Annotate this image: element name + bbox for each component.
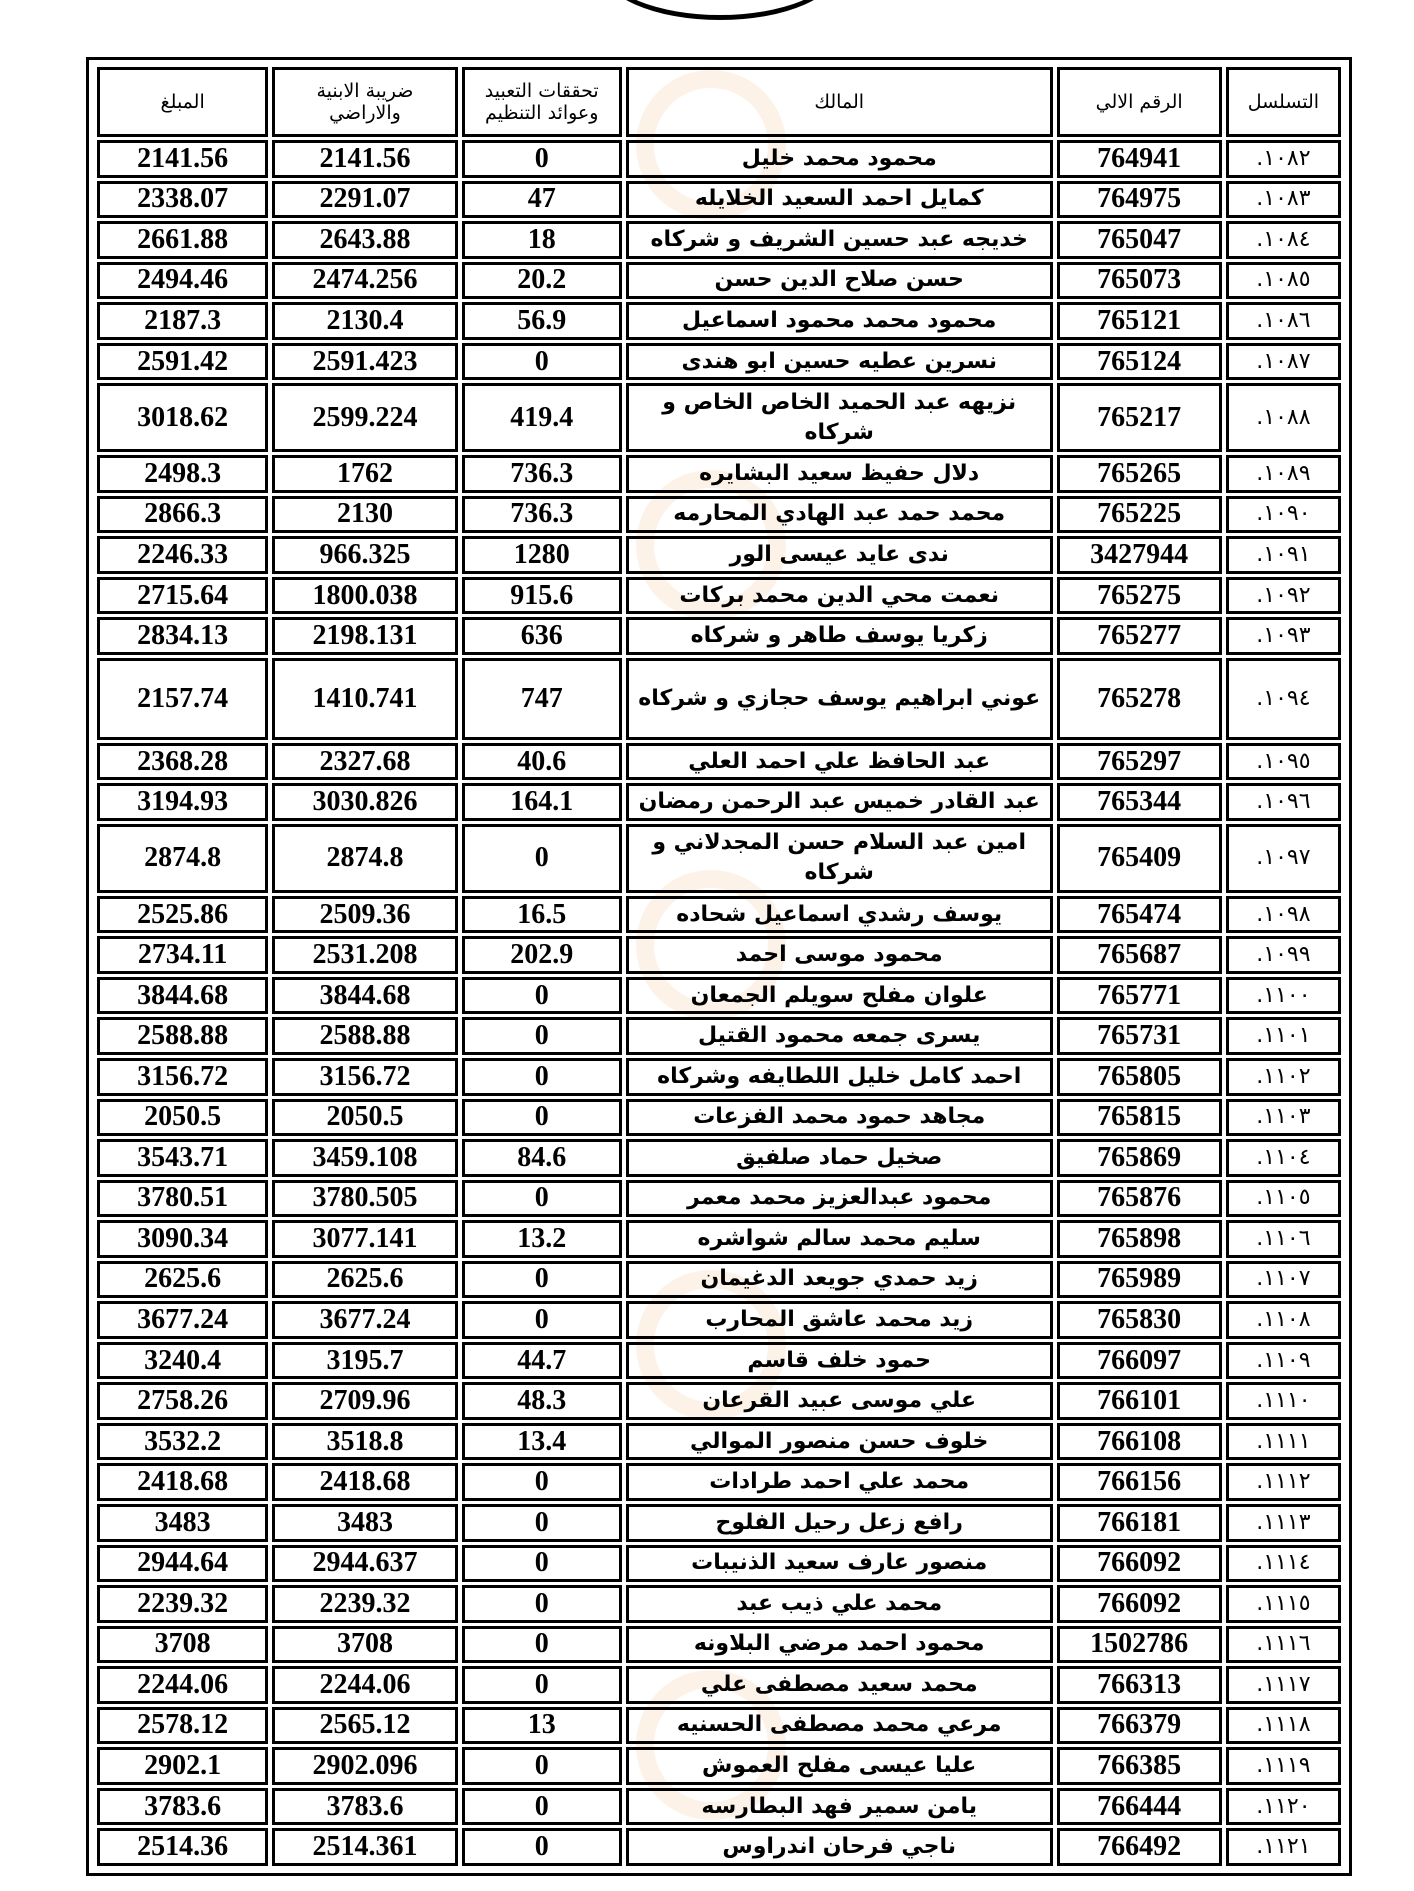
cell-seq: ١٠٩٧.	[1226, 824, 1341, 893]
cell-seq: ١٠٨٥.	[1226, 262, 1341, 300]
cell-owner: علي موسى عبيد القرعان	[626, 1382, 1053, 1420]
cell-owner: نسرين عطيه حسين ابو هندى	[626, 343, 1053, 381]
cell-owner: ناجي فرحان اندراوس	[626, 1828, 1053, 1866]
cell-building-tax: 2130	[272, 496, 457, 534]
cell-building-tax: 3780.505	[272, 1180, 457, 1218]
cell-auto-number: 765898	[1057, 1220, 1222, 1258]
cell-seq: ١٠٩٣.	[1226, 617, 1341, 655]
header-paving-fees: تحققات التعبيد وعوائد التنظيم	[462, 67, 622, 137]
cell-amount: 3532.2	[97, 1423, 268, 1461]
cell-building-tax: 2291.07	[272, 181, 457, 219]
cell-owner: نزيهه عبد الحميد الخاص الخاص و شركاه	[626, 383, 1053, 452]
table-row	[97, 1423, 1341, 1461]
cell-amount: 2866.3	[97, 496, 268, 534]
table-row	[97, 1585, 1341, 1623]
cell-seq: ١٠٨٣.	[1226, 181, 1341, 219]
cell-auto-number: 765047	[1057, 221, 1222, 259]
cell-owner: منصور عارف سعيد الذنيبات	[626, 1545, 1053, 1583]
cell-amount: 2418.68	[97, 1463, 268, 1501]
cell-paving-fees: 747	[462, 658, 622, 740]
cell-amount: 2141.56	[97, 140, 268, 178]
cell-building-tax: 2591.423	[272, 343, 457, 381]
cell-paving-fees: 0	[462, 977, 622, 1015]
cell-paving-fees: 56.9	[462, 302, 622, 340]
cell-auto-number: 765225	[1057, 496, 1222, 534]
cell-paving-fees: 0	[462, 1828, 622, 1866]
cell-amount: 3677.24	[97, 1301, 268, 1339]
cell-paving-fees: 48.3	[462, 1382, 622, 1420]
cell-auto-number: 766156	[1057, 1463, 1222, 1501]
cell-building-tax: 3195.7	[272, 1342, 457, 1380]
table-row	[97, 1828, 1341, 1866]
cell-seq: ١٠٩٨.	[1226, 896, 1341, 934]
cell-seq: ١٠٩٦.	[1226, 783, 1341, 821]
cell-amount: 2758.26	[97, 1382, 268, 1420]
cell-amount: 2734.11	[97, 936, 268, 974]
cell-amount: 3543.71	[97, 1139, 268, 1177]
cell-paving-fees: 40.6	[462, 743, 622, 781]
cell-seq: ١١٠٢.	[1226, 1058, 1341, 1096]
cell-paving-fees: 1280	[462, 536, 622, 574]
cell-owner: رافع زعل رحيل الفلوح	[626, 1504, 1053, 1542]
table-row	[97, 936, 1341, 974]
table-row	[97, 783, 1341, 821]
cell-owner: عوني ابراهيم يوسف حجازي و شركاه	[626, 658, 1053, 740]
cell-owner: محمد حمد عبد الهادي المحارمه	[626, 496, 1053, 534]
table-row	[97, 1099, 1341, 1137]
cell-seq: ١٠٩١.	[1226, 536, 1341, 574]
cell-amount: 2874.8	[97, 824, 268, 893]
table-row	[97, 455, 1341, 493]
cell-owner: عبد القادر خميس عبد الرحمن رمضان	[626, 783, 1053, 821]
cell-amount: 3708	[97, 1626, 268, 1664]
cell-amount: 2902.1	[97, 1747, 268, 1785]
cell-auto-number: 3427944	[1057, 536, 1222, 574]
cell-seq: ١١١٣.	[1226, 1504, 1341, 1542]
cell-building-tax: 2509.36	[272, 896, 457, 934]
cell-paving-fees: 44.7	[462, 1342, 622, 1380]
cell-paving-fees: 47	[462, 181, 622, 219]
cell-auto-number: 766181	[1057, 1504, 1222, 1542]
cell-owner: محمد سعيد مصطفى علي	[626, 1666, 1053, 1704]
cell-building-tax: 2902.096	[272, 1747, 457, 1785]
cell-building-tax: 2643.88	[272, 221, 457, 259]
cell-building-tax: 2130.4	[272, 302, 457, 340]
cell-seq: ١١٠١.	[1226, 1017, 1341, 1055]
cell-building-tax: 3518.8	[272, 1423, 457, 1461]
cell-owner: محمود عبدالعزيز محمد معمر	[626, 1180, 1053, 1218]
cell-building-tax: 2874.8	[272, 824, 457, 893]
cell-seq: ١١١٥.	[1226, 1585, 1341, 1623]
cell-owner: محمد علي احمد طرادات	[626, 1463, 1053, 1501]
table-row	[97, 343, 1341, 381]
cell-auto-number: 765277	[1057, 617, 1222, 655]
table-row	[97, 181, 1341, 219]
cell-owner: يامن سمير فهد البطارسه	[626, 1788, 1053, 1826]
cell-building-tax: 3677.24	[272, 1301, 457, 1339]
cell-amount: 2834.13	[97, 617, 268, 655]
cell-amount: 3783.6	[97, 1788, 268, 1826]
cell-owner: محمود موسى احمد	[626, 936, 1053, 974]
cell-seq: ١١١١.	[1226, 1423, 1341, 1461]
cell-auto-number: 765474	[1057, 896, 1222, 934]
cell-owner: حسن صلاح الدين حسن	[626, 262, 1053, 300]
cell-amount: 2244.06	[97, 1666, 268, 1704]
cell-auto-number: 766444	[1057, 1788, 1222, 1826]
cell-building-tax: 2709.96	[272, 1382, 457, 1420]
cell-amount: 2661.88	[97, 221, 268, 259]
cell-seq: ١١٠٨.	[1226, 1301, 1341, 1339]
cell-building-tax: 3077.141	[272, 1220, 457, 1258]
cell-amount: 3240.4	[97, 1342, 268, 1380]
cell-amount: 2246.33	[97, 536, 268, 574]
cell-auto-number: 764941	[1057, 140, 1222, 178]
cell-paving-fees: 0	[462, 1666, 622, 1704]
cell-seq: ١١٠٣.	[1226, 1099, 1341, 1137]
cell-auto-number: 765687	[1057, 936, 1222, 974]
cell-seq: ١٠٩٢.	[1226, 577, 1341, 615]
table-row	[97, 1707, 1341, 1745]
cell-seq: ١١١٧.	[1226, 1666, 1341, 1704]
cell-amount: 2050.5	[97, 1099, 268, 1137]
cell-paving-fees: 13	[462, 1707, 622, 1745]
cell-building-tax: 1800.038	[272, 577, 457, 615]
cell-seq: ١١١٨.	[1226, 1707, 1341, 1745]
cell-seq: ١١١٦.	[1226, 1626, 1341, 1664]
cell-auto-number: 765278	[1057, 658, 1222, 740]
cell-paving-fees: 0	[462, 1058, 622, 1096]
cell-building-tax: 3708	[272, 1626, 457, 1664]
table-row	[97, 221, 1341, 259]
cell-owner: احمد كامل خليل اللطايفه وشركاه	[626, 1058, 1053, 1096]
cell-seq: ١٠٩٤.	[1226, 658, 1341, 740]
cell-seq: ١١٠٥.	[1226, 1180, 1341, 1218]
cell-paving-fees: 202.9	[462, 936, 622, 974]
cell-building-tax: 2531.208	[272, 936, 457, 974]
table-row	[97, 658, 1341, 740]
cell-building-tax: 3483	[272, 1504, 457, 1542]
cell-amount: 2588.88	[97, 1017, 268, 1055]
cell-amount: 3090.34	[97, 1220, 268, 1258]
cell-auto-number: 765297	[1057, 743, 1222, 781]
cell-seq: ١٠٨٢.	[1226, 140, 1341, 178]
header-amount: المبلغ	[97, 67, 268, 137]
cell-auto-number: 1502786	[1057, 1626, 1222, 1664]
cell-paving-fees: 84.6	[462, 1139, 622, 1177]
cell-paving-fees: 0	[462, 1585, 622, 1623]
cell-paving-fees: 0	[462, 1747, 622, 1785]
cell-paving-fees: 736.3	[462, 455, 622, 493]
cell-owner: سليم محمد سالم شواشره	[626, 1220, 1053, 1258]
cell-building-tax: 3030.826	[272, 783, 457, 821]
table-row	[97, 1301, 1341, 1339]
cell-paving-fees: 0	[462, 1301, 622, 1339]
cell-paving-fees: 0	[462, 140, 622, 178]
cell-paving-fees: 13.2	[462, 1220, 622, 1258]
cell-auto-number: 765989	[1057, 1261, 1222, 1299]
header-seq: التسلسل	[1226, 67, 1341, 137]
cell-paving-fees: 164.1	[462, 783, 622, 821]
cell-amount: 2498.3	[97, 455, 268, 493]
cell-owner: خديجه عبد حسين الشريف و شركاه	[626, 221, 1053, 259]
cell-seq: ١٠٩٠.	[1226, 496, 1341, 534]
cell-amount: 2338.07	[97, 181, 268, 219]
cell-owner: دلال حفيظ سعيد البشايره	[626, 455, 1053, 493]
cell-building-tax: 2474.256	[272, 262, 457, 300]
cell-amount: 2591.42	[97, 343, 268, 381]
cell-amount: 2239.32	[97, 1585, 268, 1623]
cell-auto-number: 765124	[1057, 343, 1222, 381]
cell-paving-fees: 0	[462, 1788, 622, 1826]
cell-seq: ١١٠٧.	[1226, 1261, 1341, 1299]
cell-amount: 2187.3	[97, 302, 268, 340]
cell-paving-fees: 0	[462, 1017, 622, 1055]
cell-paving-fees: 419.4	[462, 383, 622, 452]
cell-building-tax: 3783.6	[272, 1788, 457, 1826]
cell-auto-number: 765121	[1057, 302, 1222, 340]
cell-paving-fees: 636	[462, 617, 622, 655]
cell-owner: نعمت محي الدين محمد بركات	[626, 577, 1053, 615]
table-row	[97, 743, 1341, 781]
cell-owner: مجاهد حمود محمد الفزعات	[626, 1099, 1053, 1137]
cell-auto-number: 765344	[1057, 783, 1222, 821]
cell-owner: امين عبد السلام حسن المجدلاني و شركاه	[626, 824, 1053, 893]
cell-amount: 3483	[97, 1504, 268, 1542]
cell-amount: 2525.86	[97, 896, 268, 934]
table-row	[97, 1180, 1341, 1218]
cell-building-tax: 2327.68	[272, 743, 457, 781]
cell-owner: ندى عايد عيسى الور	[626, 536, 1053, 574]
table-row	[97, 383, 1341, 452]
table-row	[97, 140, 1341, 178]
cell-paving-fees: 0	[462, 1545, 622, 1583]
cell-owner: عبد الحافظ علي احمد العلي	[626, 743, 1053, 781]
cell-seq: ١١٠٦.	[1226, 1220, 1341, 1258]
cell-auto-number: 765869	[1057, 1139, 1222, 1177]
cell-auto-number: 765830	[1057, 1301, 1222, 1339]
cell-building-tax: 2239.32	[272, 1585, 457, 1623]
table-row	[97, 1788, 1341, 1826]
cell-building-tax: 2244.06	[272, 1666, 457, 1704]
ledger-sheet	[86, 57, 1352, 1876]
header-auto-number: الرقم الالي	[1057, 67, 1222, 137]
cell-amount: 2368.28	[97, 743, 268, 781]
cell-auto-number: 765805	[1057, 1058, 1222, 1096]
cell-auto-number: 765265	[1057, 455, 1222, 493]
cell-owner: يسرى جمعه محمود القتيل	[626, 1017, 1053, 1055]
cell-amount: 2514.36	[97, 1828, 268, 1866]
cell-amount: 2157.74	[97, 658, 268, 740]
cell-owner: مرعي محمد مصطفى الحسنيه	[626, 1707, 1053, 1745]
table-row	[97, 1626, 1341, 1664]
cell-auto-number: 765217	[1057, 383, 1222, 452]
cell-paving-fees: 20.2	[462, 262, 622, 300]
cell-building-tax: 966.325	[272, 536, 457, 574]
cell-paving-fees: 915.6	[462, 577, 622, 615]
table-header-row	[97, 67, 1341, 137]
cell-auto-number: 765275	[1057, 577, 1222, 615]
cell-building-tax: 2599.224	[272, 383, 457, 452]
cell-auto-number: 765409	[1057, 824, 1222, 893]
cell-seq: ١٠٩٥.	[1226, 743, 1341, 781]
cell-owner: محمود محمد خليل	[626, 140, 1053, 178]
cell-paving-fees: 0	[462, 1261, 622, 1299]
cell-amount: 2578.12	[97, 1707, 268, 1745]
table-row	[97, 1342, 1341, 1380]
cell-amount: 3156.72	[97, 1058, 268, 1096]
cell-amount: 2944.64	[97, 1545, 268, 1583]
cell-paving-fees: 0	[462, 1626, 622, 1664]
cell-paving-fees: 0	[462, 1463, 622, 1501]
cell-owner: زكريا يوسف طاهر و شركاه	[626, 617, 1053, 655]
cell-paving-fees: 0	[462, 1504, 622, 1542]
cell-seq: ١١٠٩.	[1226, 1342, 1341, 1380]
cell-building-tax: 2514.361	[272, 1828, 457, 1866]
table-body	[97, 140, 1341, 1866]
table-row	[97, 1220, 1341, 1258]
cell-paving-fees: 0	[462, 1099, 622, 1137]
cell-auto-number: 766108	[1057, 1423, 1222, 1461]
cell-amount: 2494.46	[97, 262, 268, 300]
cell-owner: علوان مفلح سويلم الجمعان	[626, 977, 1053, 1015]
cell-auto-number: 766492	[1057, 1828, 1222, 1866]
cell-owner: زيد محمد عاشق المحارب	[626, 1301, 1053, 1339]
cell-owner: محمود احمد مرضي البلاونه	[626, 1626, 1053, 1664]
cell-amount: 3194.93	[97, 783, 268, 821]
table-row	[97, 1463, 1341, 1501]
cell-seq: ١١١٠.	[1226, 1382, 1341, 1420]
cell-seq: ١١١٢.	[1226, 1463, 1341, 1501]
table-row	[97, 1058, 1341, 1096]
cell-auto-number: 766385	[1057, 1747, 1222, 1785]
cell-owner: كمايل احمد السعيد الخلايله	[626, 181, 1053, 219]
table-row	[97, 1504, 1341, 1542]
table-row	[97, 824, 1341, 893]
cell-building-tax: 2625.6	[272, 1261, 457, 1299]
cell-paving-fees: 16.5	[462, 896, 622, 934]
cell-seq: ١١٠٤.	[1226, 1139, 1341, 1177]
cell-seq: ١١٢٠.	[1226, 1788, 1341, 1826]
header-owner: المالك	[626, 67, 1053, 137]
table-row	[97, 1017, 1341, 1055]
table-row	[97, 262, 1341, 300]
cell-building-tax: 3459.108	[272, 1139, 457, 1177]
table-row	[97, 1382, 1341, 1420]
cell-auto-number: 765731	[1057, 1017, 1222, 1055]
cell-amount: 3780.51	[97, 1180, 268, 1218]
table-row	[97, 536, 1341, 574]
cell-paving-fees: 18	[462, 221, 622, 259]
table-row	[97, 1261, 1341, 1299]
header-building-tax: ضريبة الابنية والاراضي	[272, 67, 457, 137]
cell-seq: ١٠٨٤.	[1226, 221, 1341, 259]
cell-auto-number: 765073	[1057, 262, 1222, 300]
cell-building-tax: 1762	[272, 455, 457, 493]
cell-owner: يوسف رشدي اسماعيل شحاده	[626, 896, 1053, 934]
cell-building-tax: 2050.5	[272, 1099, 457, 1137]
cell-paving-fees: 736.3	[462, 496, 622, 534]
cell-auto-number: 766092	[1057, 1585, 1222, 1623]
cell-building-tax: 2418.68	[272, 1463, 457, 1501]
cell-seq: ١١١٤.	[1226, 1545, 1341, 1583]
cell-seq: ١١١٩.	[1226, 1747, 1341, 1785]
table-row	[97, 1139, 1341, 1177]
cell-building-tax: 2198.131	[272, 617, 457, 655]
cell-amount: 3018.62	[97, 383, 268, 452]
cell-auto-number: 765815	[1057, 1099, 1222, 1137]
table-row	[97, 1666, 1341, 1704]
cell-building-tax: 2565.12	[272, 1707, 457, 1745]
cell-auto-number: 765876	[1057, 1180, 1222, 1218]
table-row	[97, 496, 1341, 534]
table-row	[97, 977, 1341, 1015]
cell-owner: عليا عيسى مفلح العموش	[626, 1747, 1053, 1785]
cell-owner: محمود محمد محمود اسماعيل	[626, 302, 1053, 340]
table-row	[97, 896, 1341, 934]
table-row	[97, 617, 1341, 655]
cell-building-tax: 1410.741	[272, 658, 457, 740]
cell-seq: ١١٢١.	[1226, 1828, 1341, 1866]
cell-paving-fees: 0	[462, 343, 622, 381]
cell-seq: ١٠٨٩.	[1226, 455, 1341, 493]
cell-owner: صخيل حماد صلفيق	[626, 1139, 1053, 1177]
table-row	[97, 577, 1341, 615]
top-arc-decoration	[600, 0, 840, 20]
cell-seq: ١٠٩٩.	[1226, 936, 1341, 974]
cell-paving-fees: 0	[462, 1180, 622, 1218]
cell-amount: 2715.64	[97, 577, 268, 615]
cell-paving-fees: 13.4	[462, 1423, 622, 1461]
owners-tax-table	[93, 64, 1345, 1869]
cell-seq: ١١٠٠.	[1226, 977, 1341, 1015]
cell-auto-number: 766097	[1057, 1342, 1222, 1380]
cell-building-tax: 2944.637	[272, 1545, 457, 1583]
cell-owner: محمد علي ذيب عبد	[626, 1585, 1053, 1623]
cell-amount: 2625.6	[97, 1261, 268, 1299]
cell-auto-number: 766313	[1057, 1666, 1222, 1704]
cell-seq: ١٠٨٧.	[1226, 343, 1341, 381]
cell-seq: ١٠٨٦.	[1226, 302, 1341, 340]
cell-building-tax: 2588.88	[272, 1017, 457, 1055]
cell-building-tax: 3156.72	[272, 1058, 457, 1096]
cell-building-tax: 3844.68	[272, 977, 457, 1015]
cell-auto-number: 766379	[1057, 1707, 1222, 1745]
table-row	[97, 1545, 1341, 1583]
cell-owner: خلوف حسن منصور الموالي	[626, 1423, 1053, 1461]
cell-auto-number: 766101	[1057, 1382, 1222, 1420]
cell-owner: زيد حمدي جويعد الدغيمان	[626, 1261, 1053, 1299]
table-row	[97, 1747, 1341, 1785]
cell-auto-number: 764975	[1057, 181, 1222, 219]
cell-building-tax: 2141.56	[272, 140, 457, 178]
cell-seq: ١٠٨٨.	[1226, 383, 1341, 452]
cell-paving-fees: 0	[462, 824, 622, 893]
cell-auto-number: 765771	[1057, 977, 1222, 1015]
cell-amount: 3844.68	[97, 977, 268, 1015]
cell-owner: حمود خلف قاسم	[626, 1342, 1053, 1380]
cell-auto-number: 766092	[1057, 1545, 1222, 1583]
table-row	[97, 302, 1341, 340]
